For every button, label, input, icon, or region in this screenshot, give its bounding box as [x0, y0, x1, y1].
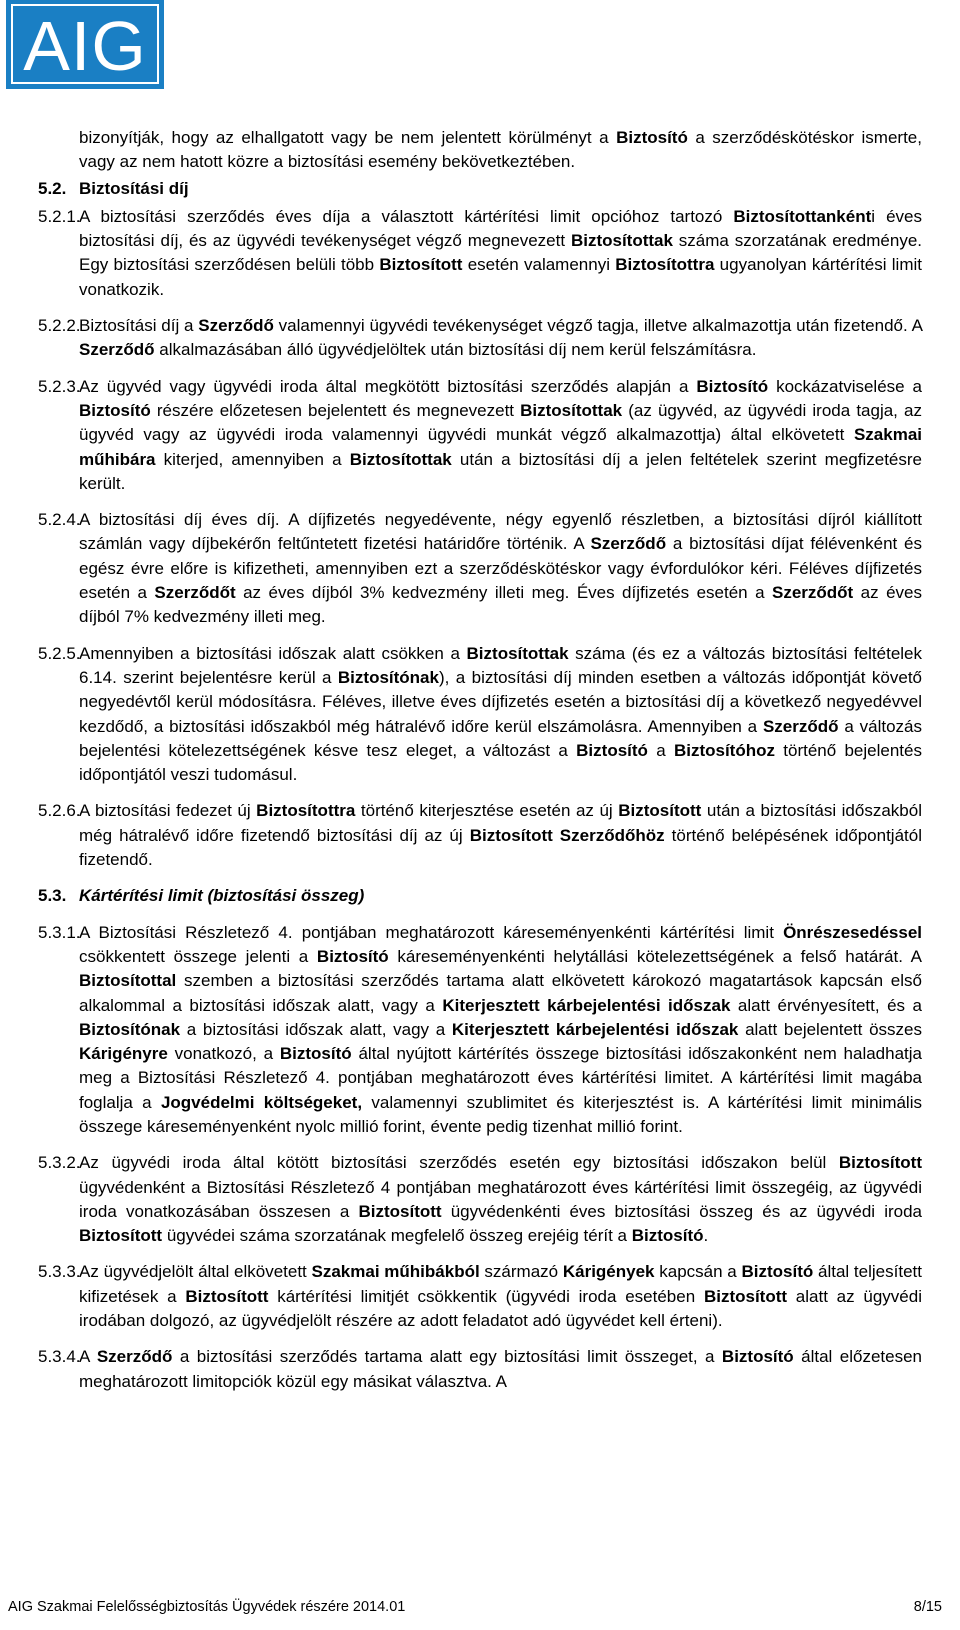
logo-frame: [11, 4, 159, 84]
paragraph: [38, 314, 922, 363]
paragraph: [38, 799, 922, 872]
paragraph: [38, 508, 922, 629]
paragraph-number: 5.3.2.: [38, 1153, 81, 1173]
paragraph-text: bizonyítják, hogy az elhallgatott vagy be nem jelentett körülményt a Biztosító a szerződéskötéskor ismerte, vagy az nem hatott közre a biztosítási esemény bekövetkeztében.: [79, 128, 922, 172]
paragraph-number: 5.2.: [38, 178, 67, 198]
paragraph-number: 5.2.4.: [38, 510, 81, 530]
paragraph-number: 5.3.: [38, 886, 67, 906]
paragraph: [38, 205, 922, 302]
paragraph-text: A biztosítási szerződés éves díja a választott kártérítési limit opcióhoz tartozó Biztosítottankénti éves biztosítási díj, és az ügyvédi tevékenységet végző megnevezett Biztosítottak száma szorzatának eredménye. Egy biztosítási szerződésen belüli több Biztosított esetén valamennyi Biztosítottra ugyanolyan kártérítési limit vonatkozik.: [79, 206, 922, 299]
paragraph: [38, 1151, 922, 1248]
section-heading: [38, 884, 922, 908]
paragraph: [38, 126, 922, 175]
paragraph-text: Biztosítási díj a Szerződő valamennyi ügyvédi tevékenységet végző tagja, illetve alkalmazottja után fizetendő. A Szerződő alkalmazásában álló ügyvédjelöltek után biztosítási díj nem kerül felszámításra.: [79, 316, 922, 360]
paragraph-number: 5.2.3.: [38, 376, 81, 396]
footer-title: AIG Szakmai Felelősségbiztosítás Ügyvédek részére 2014.01: [8, 1599, 406, 1615]
section-heading: [38, 177, 922, 201]
paragraph-number: 5.2.2.: [38, 316, 81, 336]
document-body: [38, 126, 922, 1394]
paragraph-text: A biztosítási fedezet új Biztosítottra történő kiterjesztése esetén az új Biztosított után a biztosítási időszakból még hátralévő időre fizetendő biztosítási díj az új Biztosított Szerződőhöz történő belépésének időpontjától fizetendő.: [79, 801, 922, 870]
paragraph-text: Az ügyvédi iroda által kötött biztosítási szerződés esetén egy biztosítási időszakon belül Biztosított ügyvédenként a Biztosítási Részletező 4 pontjában meghatározott éves kártérítési limit összegéig, az ügyvédi iroda vonatkozásában összesen a Biztosított ügyvédenkénti éves biztosítási összeg és az ügyvédi iroda Biztosított ügyvédei száma szorzatának megfelelő összeg erejéig térít a Biztosító.: [79, 1153, 922, 1246]
paragraph-number: 5.3.3.: [38, 1262, 81, 1282]
paragraph-text: A biztosítási díj éves díj. A díjfizetés negyedévente, négy egyenlő részletben, a biztosítási díjról kiállított számlán vagy díjbekérőn feltűntetett fizetési határidőre történik. A Szerződő a biztosítási díjat félévenként és egész évre előre is kifizetheti, amennyiben ezt a szerződéskötéskor vagy évfordulókor kéri. Féléves díjfizetés esetén a Szerződőt az éves díjból 3% kedvezmény illeti meg. Éves díjfizetés esetén a Szerződőt az éves díjból 7% kedvezmény illeti meg.: [79, 510, 922, 627]
paragraph: [38, 921, 922, 1140]
paragraph-number: 5.2.6.: [38, 801, 81, 821]
paragraph-text: Biztosítási díj: [79, 178, 189, 198]
paragraph-number: [38, 126, 79, 175]
page-number: 8/15: [913, 1599, 942, 1615]
paragraph-text: Az ügyvédjelölt által elkövetett Szakmai műhibákból származó Kárigények kapcsán a Biztosító által teljesített kifizetések a Biztosított kártérítési limitjét csökkentik (ügyvédi iroda esetében Biztosított alatt az ügyvédi irodában dolgozó, az ügyvédjelölt részére az adott feladatot adó ügyvédet kell érteni).: [79, 1262, 922, 1331]
paragraph-text: A Biztosítási Részletező 4. pontjában meghatározott káreseményenkénti kártérítési limit Önrészesedéssel csökkentett összege jelenti a Biztosító káreseményenkénti helytállási kötelezettségének a felső határát. A Biztosítottal szemben a biztosítási szerződés tartama alatt elkövetett károkozó magatartások kapcsán első alkalommal a biztosítási időszak alatt, vagy a Kiterjesztett kárbejelentési időszak alatt érvényesített, és a Biztosítónak a biztosítási időszak alatt, vagy a Kiterjesztett kárbejelentési időszak alatt bejelentett összes Kárigényre vonatkozó, a Biztosító által nyújtott kártérítés összege biztosítási időszakonként nem haladhatja meg a Biztosítási Részletező 4. pontjában meghatározott éves kártérítési limitet. A kártérítési limit magába foglalja a Jogvédelmi költségeket, valamennyi szublimitet és kiterjesztést is. A kártérítési limit minimális összege káreseményenként nyolc millió forint, évente pedig tizenhat millió forint.: [79, 922, 923, 1136]
paragraph-number: 5.2.5.: [38, 643, 81, 663]
paragraph: [38, 642, 922, 788]
paragraph-text: Amennyiben a biztosítási időszak alatt csökken a Biztosítottak száma (és ez a változás biztosítási feltételek 6.14. szerint bejelentésre kerül a Biztosítónak), a biztosítási díj minden esetben a változás időpontját követő negyedévtől kerül módosításra. Féléves, illetve éves díjfizetés esetén a biztosítási díj a következő negyedévvel kezdődő, a biztosítási időszakból még hátralévő időre kerül elszámolásra. Amennyiben a Szerződő a változás bejelentési kötelezettségének késve tesz eleget, a változást a Biztosító a Biztosítóhoz történő bejelentés időpontjától veszi tudomásul.: [79, 643, 923, 785]
paragraph: [38, 1260, 922, 1333]
paragraph-number: 5.3.1.: [38, 922, 81, 942]
page-footer: [8, 1599, 942, 1615]
paragraph-number: 5.3.4.: [38, 1347, 81, 1367]
logo-text: AIG: [23, 7, 147, 85]
paragraph: [38, 1345, 922, 1394]
paragraph-text: Kártérítési limit (biztosítási összeg): [79, 886, 365, 906]
aig-logo: [6, 0, 164, 89]
paragraph-text: A Szerződő a biztosítási szerződés tartama alatt egy biztosítási limit összeget, a Biztosító által előzetesen meghatározott limitopciók közül egy másikat választva. A: [79, 1347, 922, 1391]
paragraph: [38, 375, 922, 496]
paragraph-number: 5.2.1.: [38, 206, 81, 226]
paragraph-text: Az ügyvéd vagy ügyvédi iroda által megkötött biztosítási szerződés alapján a Biztosító kockázatviselése a Biztosító részére előzetesen bejelentett és megnevezett Biztosítottak (az ügyvéd, az ügyvédi iroda tagja, az ügyvéd vagy az ügyvédi iroda valamennyi ügyvédi munkát végző alkalmazottja) által elkövetett Szakmai műhibára kiterjed, amennyiben a Biztosítottak után a biztosítási díj a jelen feltételek szerint megfizetésre került.: [79, 376, 922, 493]
